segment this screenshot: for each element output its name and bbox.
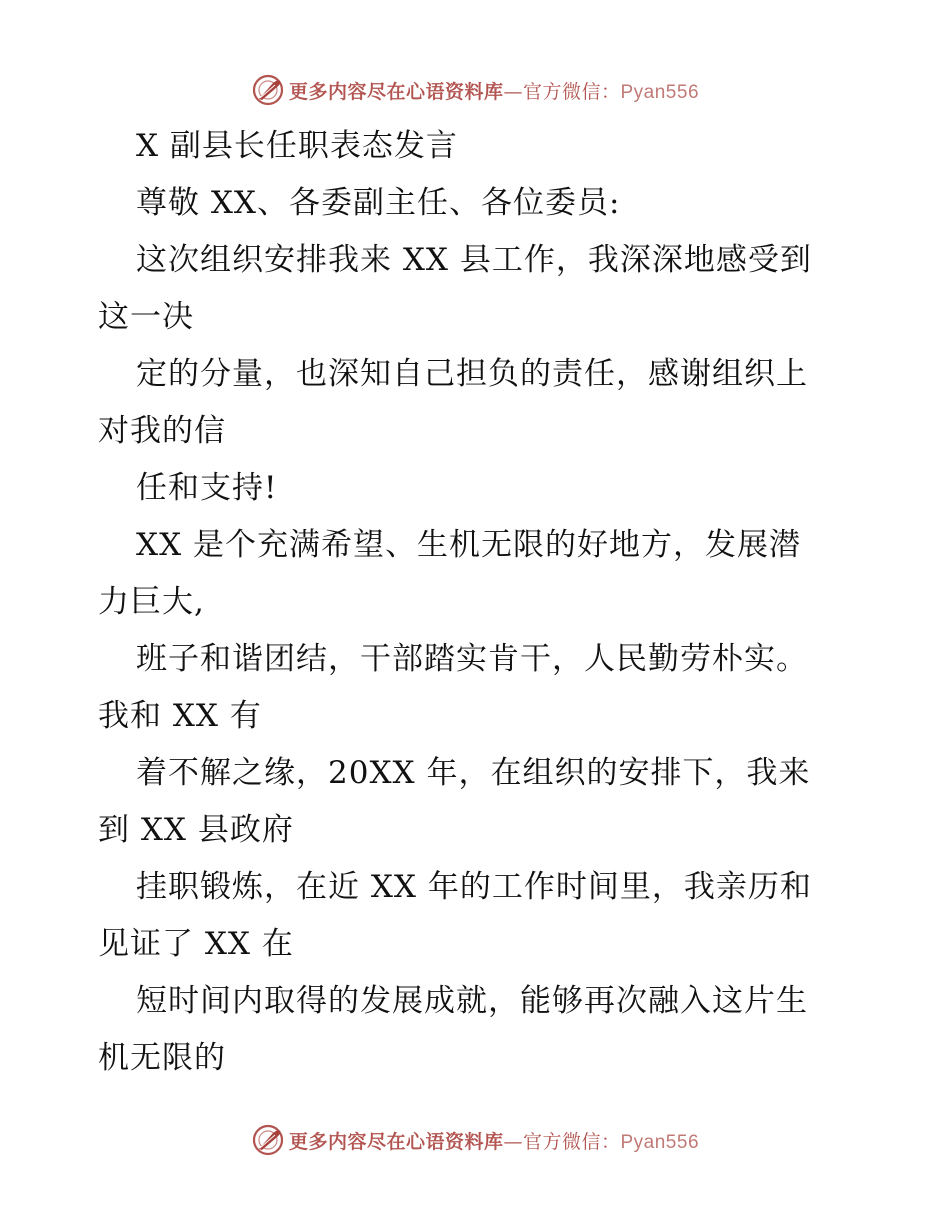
paragraph-line: 定的分量，也深知自己担负的责任，感谢组织上 bbox=[136, 356, 808, 392]
paragraph-line: 见证了 XX 在 bbox=[98, 926, 294, 962]
paragraph-line: 对我的信 bbox=[98, 413, 226, 449]
header-banner-main: 更多内容尽在心语资料库 bbox=[288, 80, 504, 103]
footer-banner-content bbox=[251, 1123, 699, 1157]
paragraph-line: 我和 XX 有 bbox=[98, 698, 262, 734]
paragraph-line: 到 XX 县政府 bbox=[98, 812, 294, 848]
paragraph-line: 短时间内取得的发展成就，能够再次融入这片生 bbox=[136, 983, 808, 1019]
paragraph-line: XX 是个充满希望、生机无限的好地方，发展潜 bbox=[136, 527, 801, 563]
footer-banner bbox=[0, 1120, 950, 1160]
document-title: X 副县长任职表态发言 bbox=[136, 128, 458, 164]
header-banner-content bbox=[251, 73, 699, 107]
header-banner-wechat: Pyan556 bbox=[620, 81, 700, 103]
paragraph-line: 任和支持! bbox=[136, 470, 278, 506]
salutation: 尊敬 XX、各委副主任、各位委员: bbox=[136, 185, 621, 221]
paragraph-line: 机无限的 bbox=[98, 1040, 226, 1076]
footer-banner-dash: —官方微信： bbox=[503, 1130, 621, 1153]
footer-banner-text bbox=[289, 1127, 699, 1154]
paragraph-line: 班子和谐团结，干部踏实肯干，人民勤劳朴实。 bbox=[136, 641, 808, 677]
header-banner bbox=[0, 70, 950, 110]
document-body bbox=[98, 118, 858, 1087]
quill-logo-icon bbox=[251, 1123, 285, 1157]
paragraph-line: 力巨大, bbox=[98, 584, 205, 620]
footer-banner-wechat: Pyan556 bbox=[620, 1131, 700, 1153]
paragraph-line: 挂职锻炼，在近 XX 年的工作时间里，我亲历和 bbox=[136, 869, 812, 905]
header-banner-dash: —官方微信： bbox=[503, 80, 621, 103]
paragraph-line: 着不解之缘，20XX 年，在组织的安排下，我来 bbox=[136, 755, 811, 791]
quill-logo-icon bbox=[251, 73, 285, 107]
header-banner-text bbox=[289, 77, 699, 104]
paragraph-line: 这次组织安排我来 XX 县工作，我深深地感受到 bbox=[136, 242, 812, 278]
footer-banner-main: 更多内容尽在心语资料库 bbox=[288, 1130, 504, 1153]
paragraph-line: 这一决 bbox=[98, 299, 194, 335]
